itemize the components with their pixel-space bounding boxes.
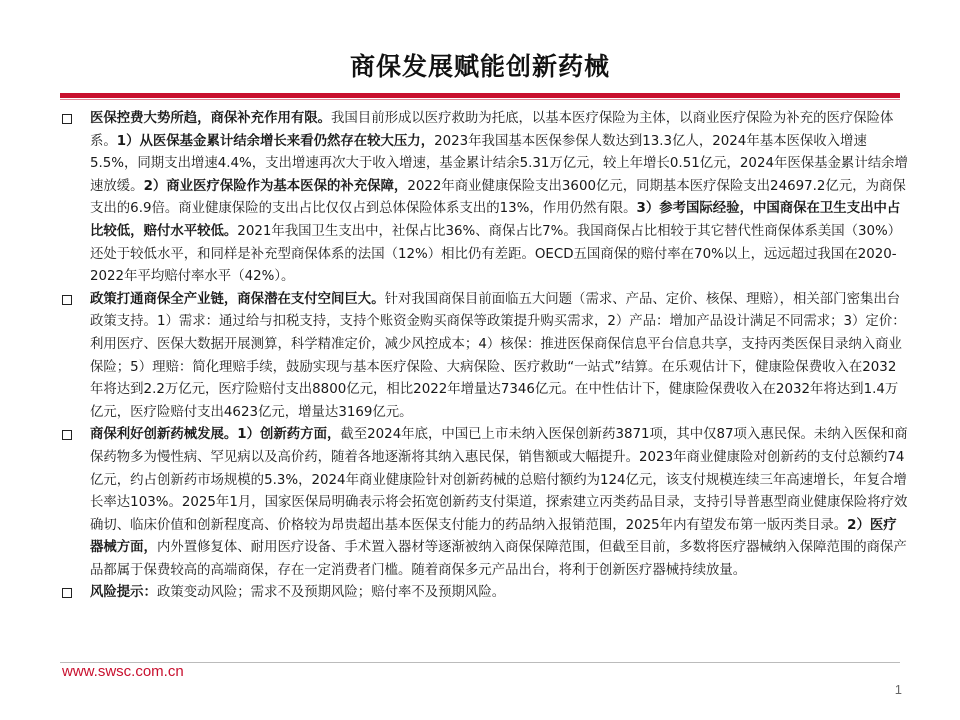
content-body [62,108,908,605]
bullet-segment: 政策变动风险；需求不及预期风险；赔付率不及预期风险。 [156,585,506,601]
title-divider [60,93,900,98]
page-title: 商保发展赋能创新药械 [349,52,610,81]
bullet-segment: 2）医疗器械方面， [90,517,897,556]
bullet-segment: 2021年我国卫生支出中，社保占比36%、商保占比7%。我国商保占比相较于其它替代性商保体系美国（30%）还处于较低水平，和同样是补充型商保体系的法国（12%）相比仍有差距。OECD五国商保的赔付率在70%以上，远远超过我国在2020-2022年平均赔付率水平（42%）。 [90,223,902,285]
footer-url-link[interactable]: www.swsc.com.cn [62,663,184,680]
checkbox-bullet-icon [62,114,72,124]
footer-divider [60,662,900,663]
bullet-policy-support [62,289,908,425]
bullet-segment: 我国目前形成以医疗救助为托底，以基本医疗保险为主体，以商业医疗保险为补充的医疗保险体系。 [90,111,894,149]
bullet-risk-warning [62,582,908,605]
bullet-segment: 内外置修复体、耐用医疗设备、手术置入器材等逐渐被纳入商保保障范围，但截至目前，多数将医疗器械纳入保障范围的商保产品都属于保费较高的高端商保，存在一定消费者门槛。随着商保多元产品出台，将利于创新医疗器械持续放量。 [90,540,907,578]
checkbox-bullet-icon [62,295,72,305]
bullet-segment: 3）参考国际经验，中国商保在卫生支出中占比较低，赔付水平较低。 [90,201,901,239]
bullet-innovative-drugs-devices [62,424,908,582]
bullet-segment: 1）从医保基金累计结余增长来看仍然存在较大压力， [116,133,435,149]
page-number: 1 [894,682,902,697]
checkbox-bullet-icon [62,430,72,440]
bullet-segment: 2023年我国基本医保参保人数达到13.3亿人，2024年基本医保收入增速5.5%，同期支出增速4.4%，支出增速再次大于收入增速，基金累计结余5.31万亿元，较上年增长0.51亿元，2024年医保基金累计结余增速放缓。 [90,133,908,194]
bullet-segment: 1）创新药方面， [237,427,341,443]
bullet-healthcare-cost-control [62,108,908,289]
bullet-segment: 2022年商业健康保险支出3600亿元，同期基本医疗保险支出24697.2亿元，为商保支出的6.9倍。商业健康保险的支出占比仅仅占到总体保险体系支出的13%，作用仍然有限。 [90,178,906,217]
bullet-segment: 风险提示： [90,585,157,601]
bullet-segment: 截至2024年底，中国已上市未纳入医保创新药3871项，其中仅87项入惠民保。未纳入医保和商保药物多为慢性病、罕见病以及高价药，随着各地逐渐将其纳入惠民保，销售额或大幅提升。2023年商业健康险对创新药的支付总额约74亿元，约占创新药市场规模的5.3%，2024年商业健康险针对创新药械的总赔付额约为124亿元，该支付规模连续三年高速增长，年复合增长率达103%。2025年1月，国家医保局明确表示将会拓宽创新药支付渠道，探索建立丙类药品目录，支持引导普惠型商业健康保险将疗效确切、临床价值和创新程度高、价格较为昂贵超出基本医保支付能力的药品纳入报销范围，2025年内有望发布第一版丙类目录。 [90,427,908,533]
bullet-segment: 针对我国商保目前面临五大问题（需求、产品、定价、核保、理赔），相关部门密集出台政策支持。1）需求：通过给与扣税支持，支持个账资金购买商保等政策提升购买需求，2）产品：增加产品设计满足不同需求；3）定价：利用医疗、医保大数据开展测算，科学精准定价，减少风控成本；4）核保：推进医保商保信息平台信息共享，支持丙类医保目录纳入商业保险；5）理赔：简化理赔手续，鼓励实现与基本医疗保险、大病保险、医疗救助“一站式”结算。在乐观估计下，健康险保费收入在2032年将达到2.2万亿元，医疗险赔付支出8800亿元，相比2022年增量达7346亿元。在中性估计下，健康险保费收入在2032年将达到1.4万亿元，医疗险赔付支出4623亿元，增量达3169亿元。 [90,291,906,420]
bullet-segment: 政策打通商保全产业链，商保潜在支付空间巨大。 [90,291,385,307]
checkbox-bullet-icon [62,588,72,598]
title-divider-thin [60,99,900,100]
bullet-segment: 2）商业医疗保险作为基本医保的补充保障， [143,178,408,194]
bullet-segment: 商保利好创新药械发展。 [90,427,238,443]
bullet-segment: 医保控费大势所趋，商保补充作用有限。 [90,111,332,126]
